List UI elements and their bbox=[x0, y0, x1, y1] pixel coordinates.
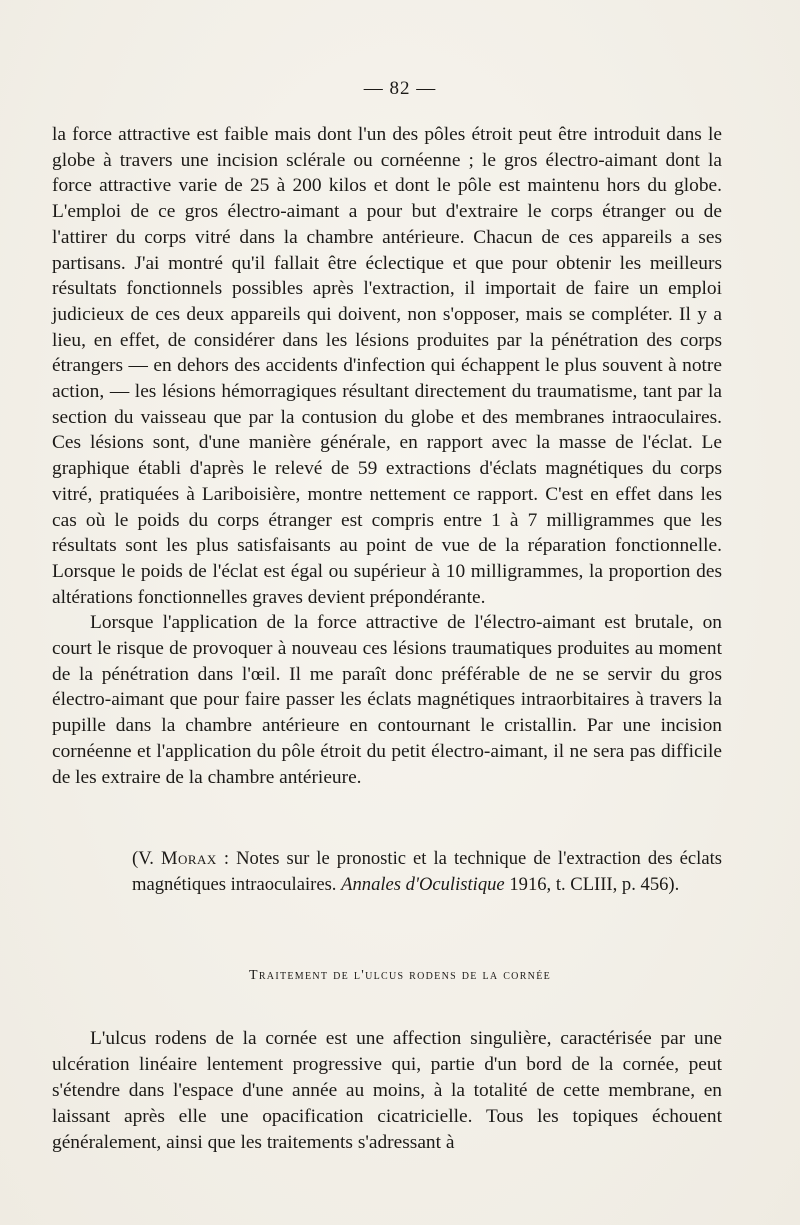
citation bbox=[132, 846, 722, 897]
paragraph: Lorsque l'application de la force attractive de l'électro-aimant est brutale, on court le risque de provoquer à nouveau ces lésions traumatiques produites au moment de la pénétration dans l'œil. Il me paraît donc préférable de ne se servir du gros électro-aimant que pour faire passer les éclats magnétiques intraorbitaires à travers la pupille dans la chambre antérieure en contournant le cristallin. Par une incision cornéenne et l'application du pôle étroit du petit électro-aimant, il ne sera pas difficile de les extraire de la chambre antérieure. bbox=[52, 612, 722, 788]
citation-journal: Annales d'Oculistique bbox=[341, 873, 505, 895]
page-number: — 82 — bbox=[363, 78, 437, 99]
citation-author: Morax bbox=[160, 848, 217, 869]
paragraph: la force attractive est faible mais dont l'un des pôles étroit peut être introduit dans le globe à travers une incision sclérale ou cornéenne ; le gros électro-aimant dont la force attractive varie de 25 à 200 kilos et dont le pôle est maintenu hors du globe. L'emploi de ce gros électro-aimant a pour but d'extraire le corps étranger ou de l'attirer du corps vitré dans la chambre antérieure. Chacun de ces appareils a ses partisans. J'ai montré qu'il fallait être éclectique et que pour obtenir les meilleurs résultats fonctionnels possibles après l'extraction, il importait de faire un emploi judicieux de ces deux appareils qui doivent, non s'opposer, mais se compléter. Il y a lieu, en effet, de considérer dans les lésions produites par la pénétration des corps étrangers — en dehors des accidents d'infection qui échappent le plus souvent à notre action, — les lésions hémorragiques résultant directement du traumatisme, tant par la section du vaisseau que par la contusion du globe et des membranes intraoculaires. Ces lésions sont, d'une manière générale, en rapport avec la masse de l'éclat. Le graphique établi d'après le relevé de 59 extractions d'éclats magnétiques du corps vitré, pratiquées à Lariboisière, montre nettement ce rapport. C'est en effet dans les cas où le poids du corps étranger est compris entre 1 à 7 milligrammes que les résultats sont les plus satisfaisants au point de vue de la réparation fonctionnelle. Lorsque le poids de l'éclat est égal ou supérieur à 10 milligrammes, la proportion des altérations fonctionnelles graves devient prépondérante. bbox=[52, 124, 722, 608]
citation-text: : Notes sur le pronostic et la technique de l'extraction des éclats magnétiques intraoculaires. bbox=[132, 848, 722, 895]
paragraph: L'ulcus rodens de la cornée est une affection singulière, caractérisée par une ulcération linéaire lentement progressive qui, partie d'un bord de la cornée, peut s'étendre dans l'espace d'une année au moins, à la totalité de cette membrane, en laissant après elle une opacification cicatricielle. Tous les topiques échouent généralement, ainsi que les traitements s'adressant à bbox=[52, 1028, 722, 1153]
main-text bbox=[52, 122, 722, 790]
section-heading: Traitement de l'ulcus rodens de la cornée bbox=[248, 968, 552, 983]
citation-prefix: (V. bbox=[132, 848, 154, 869]
section-text bbox=[52, 1026, 722, 1156]
citation-reference: 1916, t. CLIII, p. 456). bbox=[509, 873, 680, 895]
